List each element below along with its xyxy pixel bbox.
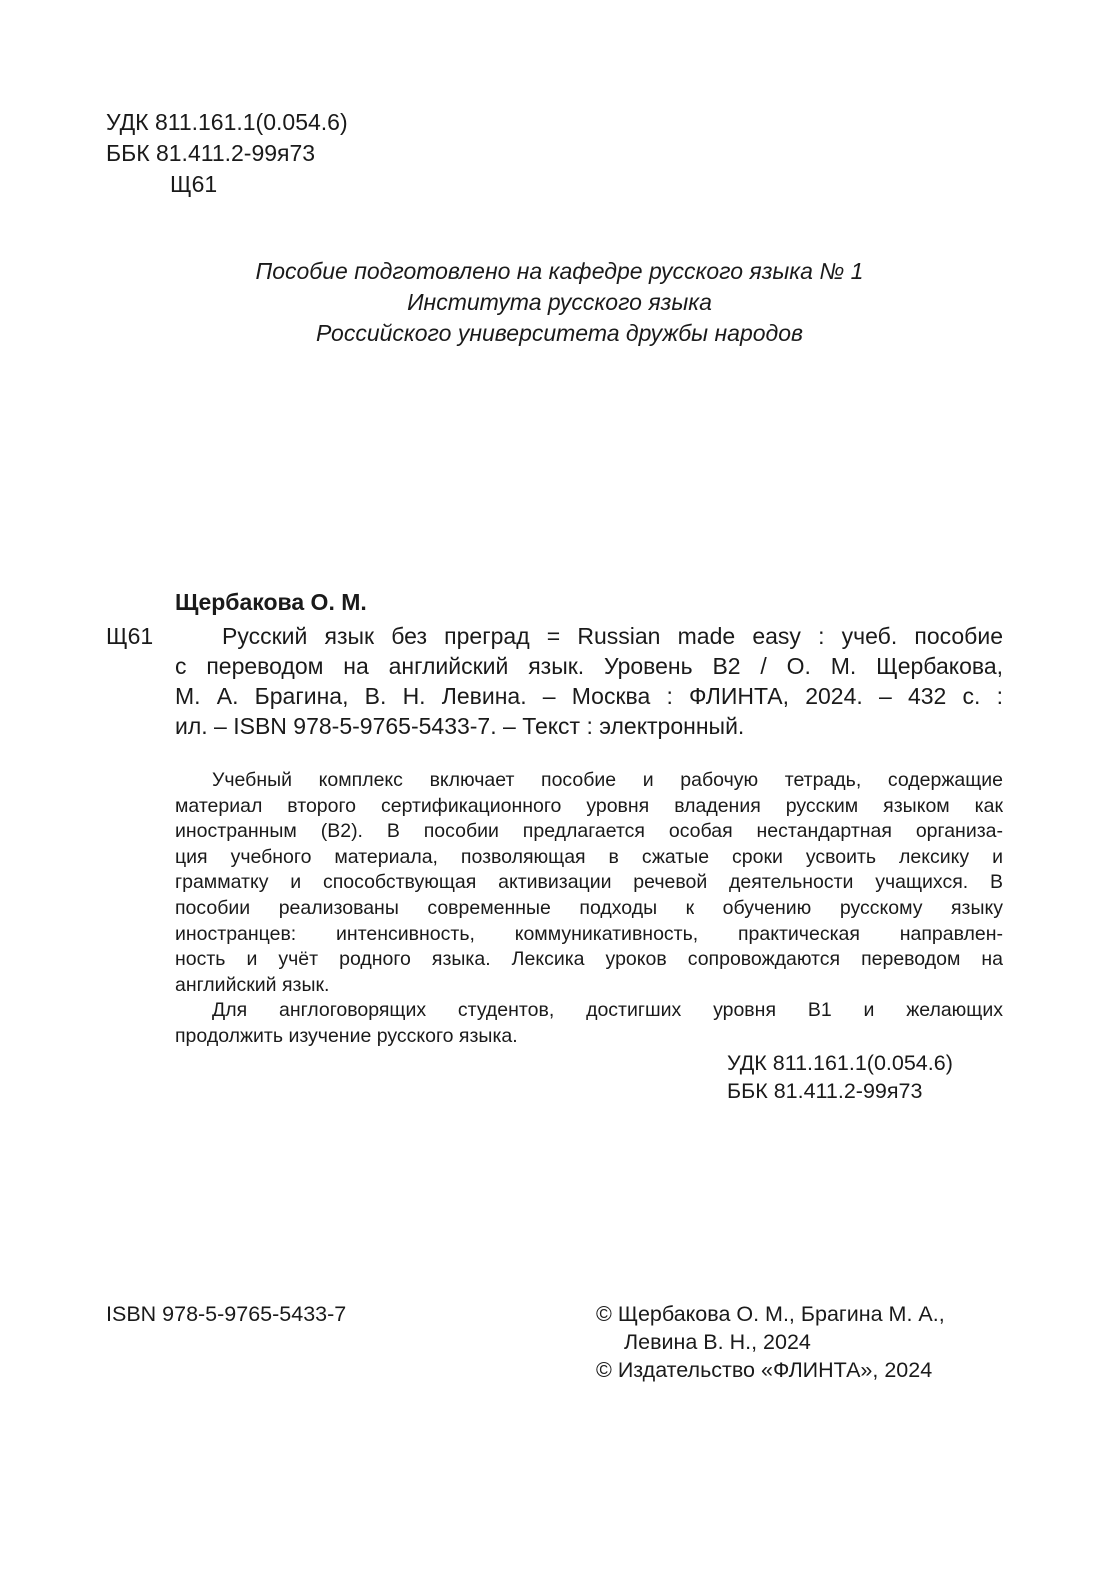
annotation-line: английский язык.	[175, 973, 330, 996]
bibliographic-line: ил. – ISBN 978-5-9765-5433-7. – Текст : электронный.	[175, 713, 745, 739]
annotation-line: продолжить изучение русского языка.	[175, 1024, 518, 1047]
annotation-line: Для англоговорящих студентов, достигших уровня В1 и желающих	[212, 999, 1003, 1022]
bibliographic-description	[175, 621, 1003, 741]
annotation-line: материал второго сертификационного уровня владения русским языком как	[175, 794, 1003, 817]
bibliographic-line: Русский язык без преград = Russian made easy : учеб. пособие	[222, 623, 1003, 649]
annotation-line: ция учебного материала, позволяющая в сжатые сроки усвоить лексику и	[175, 845, 1003, 868]
bibliographic-line: с переводом на английский язык. Уровень В2 / О. М. Щербакова,	[175, 653, 1003, 679]
annotation-line: ность и учёт родного языка. Лексика уроков сопровождаются переводом на	[175, 948, 1003, 971]
annotation-line: иностранным (В2). В пособии предлагается особая нестандартная организа-	[175, 820, 1003, 843]
preparation-note-line: Российского университета дружбы народов	[315, 320, 804, 346]
annotation-line: грамматку и способствующая активизации речевой деятельности учащихся. В	[175, 871, 1003, 894]
annotation-line: Учебный комплекс включает пособие и рабочую тетрадь, содержащие	[212, 769, 1003, 791]
author-mark: Щ61	[170, 171, 218, 197]
bbk-code: ББК 81.411.2-99я73	[106, 140, 316, 166]
record-author-mark: Щ61	[106, 623, 154, 649]
isbn: ISBN 978-5-9765-5433-7	[106, 1302, 347, 1326]
annotation	[175, 768, 1003, 1050]
bbk-code: ББК 81.411.2-99я73	[727, 1079, 923, 1103]
annotation-line: иностранцев: интенсивность, коммуникативность, практическая направлен-	[175, 922, 1003, 945]
copyright-line: © Щербакова О. М., Брагина М. А.,	[596, 1302, 945, 1326]
udk-code: УДК 811.161.1(0.054.6)	[106, 109, 348, 135]
udk-code: УДК 811.161.1(0.054.6)	[727, 1051, 953, 1075]
classification-top	[106, 107, 348, 200]
copyright-line: © Издательство «ФЛИНТА», 2024	[596, 1358, 933, 1382]
classification-bottom	[727, 1049, 953, 1105]
preparation-note-line: Института русского языка	[407, 289, 712, 315]
preparation-note-line: Пособие подготовлено на кафедре русского языка № 1	[255, 258, 864, 284]
preparation-note	[0, 256, 1119, 349]
copyright-line: Левина В. Н., 2024	[624, 1330, 811, 1354]
copyright-block	[596, 1300, 945, 1384]
record-author: Щербакова О. М.	[175, 589, 367, 615]
bibliographic-line: М. А. Брагина, В. Н. Левина. – Москва : ФЛИНТА, 2024. – 432 с. :	[175, 683, 1003, 709]
annotation-line: пособии реализованы современные подходы к обучению русскому языку	[175, 896, 1003, 919]
